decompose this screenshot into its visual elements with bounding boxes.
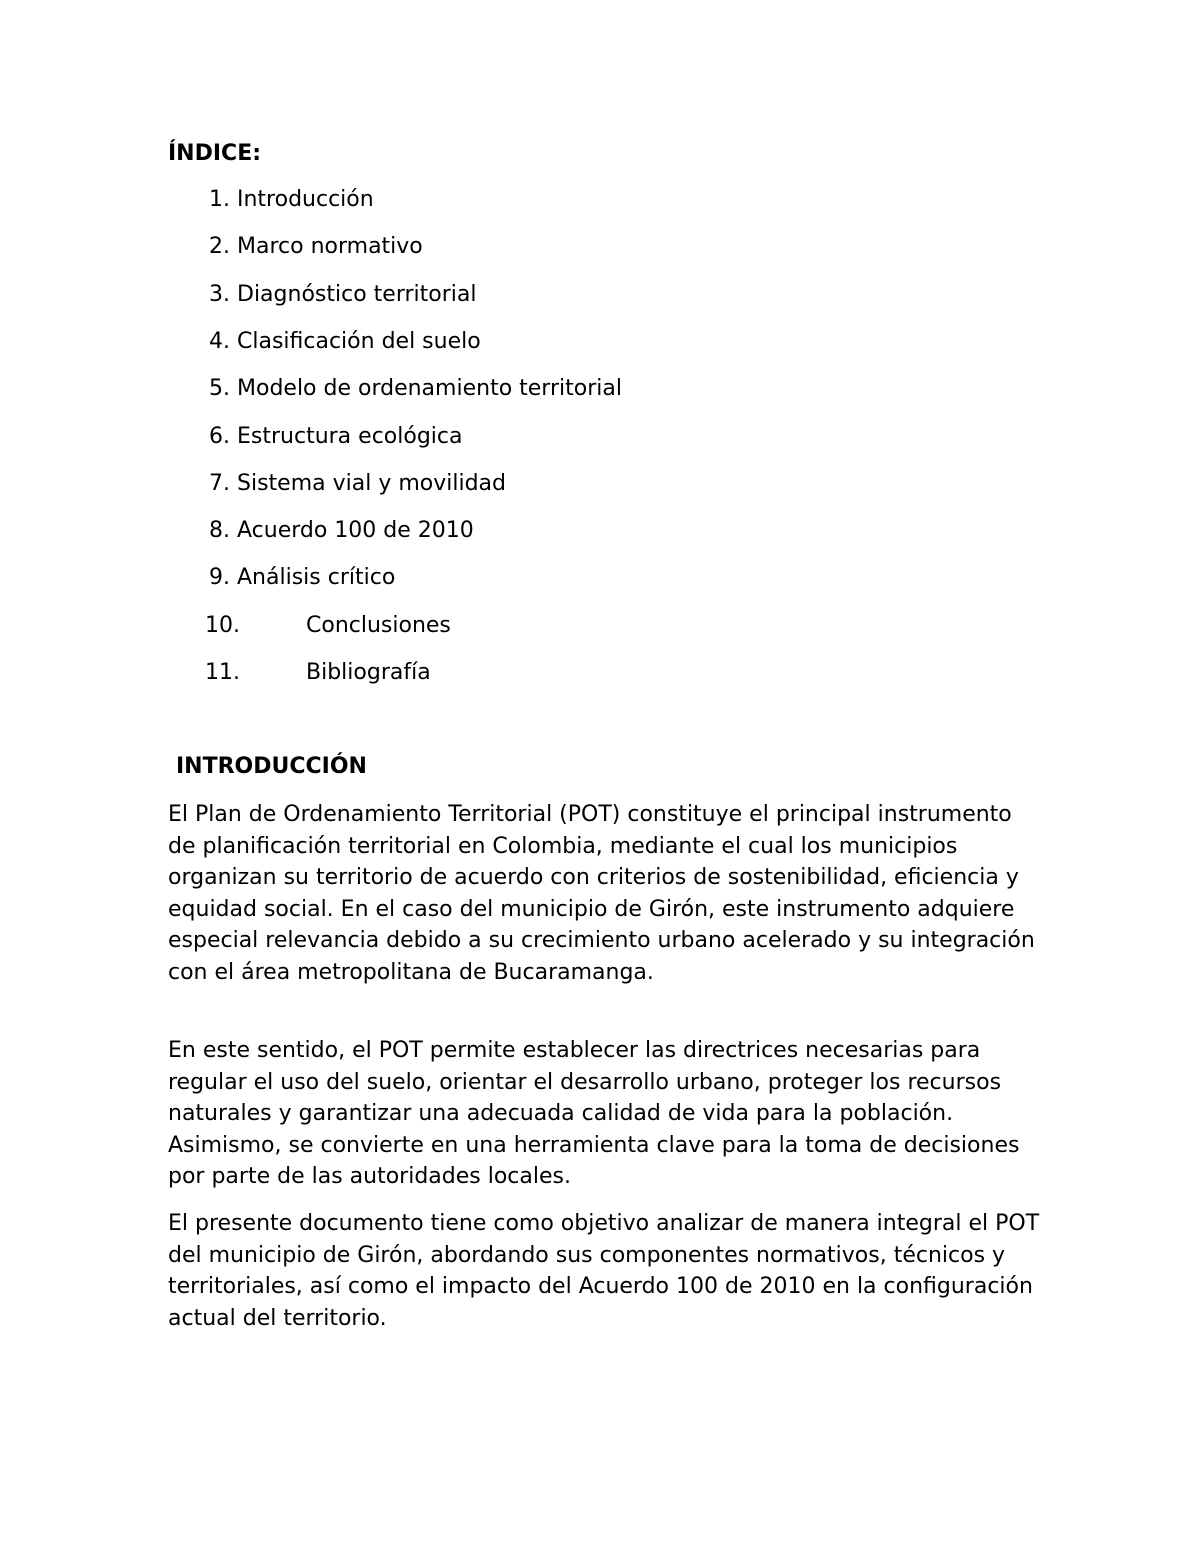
toc-item-label: Acuerdo 100 de 2010 [237, 518, 474, 543]
toc-item-label: Marco normativo [237, 234, 423, 259]
introduction-heading: INTRODUCCIÓN [176, 754, 367, 779]
toc-item-number: 4. [209, 329, 230, 354]
toc-item-label: Introducción [237, 187, 374, 212]
toc-item-number: 2. [209, 234, 230, 259]
toc-item-label: Bibliografía [306, 660, 431, 685]
toc-item-label: Clasificación del suelo [237, 329, 481, 354]
toc-item-number: 9. [209, 565, 230, 590]
toc-item-number: 7. [209, 471, 230, 496]
toc-item-number: 1. [209, 187, 230, 212]
toc-item-label: Modelo de ordenamiento territorial [237, 376, 622, 401]
toc-item-number: 10. [205, 613, 240, 638]
toc-item-label: Estructura ecológica [237, 424, 463, 449]
toc-item-label: Diagnóstico territorial [237, 282, 477, 307]
introduction-paragraph: El presente documento tiene como objetivo analizar de manera integral el POT del municipio de Girón, abordando sus componentes normativos, técnicos y territoriales, así como el impacto del Acuerdo 100 de 2010 en la configuración actual del territorio. [168, 1211, 1040, 1331]
toc-item-number: 8. [209, 518, 230, 543]
toc-item-label: Sistema vial y movilidad [237, 471, 506, 496]
index-heading: ÍNDICE: [168, 141, 262, 166]
introduction-paragraph: En este sentido, el POT permite establecer las directrices necesarias para regular el uso del suelo, orientar el desarrollo urbano, proteger los recursos naturales y garantizar una adecuada calidad de vida para la población. Asimismo, se convierte en una herramienta clave para la toma de decisiones por parte de las autoridades locales. [168, 1038, 1020, 1190]
toc-item-number: 5. [209, 376, 230, 401]
toc-item-number: 6. [209, 424, 230, 449]
toc-item-number: 3. [209, 282, 230, 307]
toc-item-number: 11. [205, 660, 240, 685]
toc-item-label: Conclusiones [306, 613, 451, 638]
introduction-paragraph: El Plan de Ordenamiento Territorial (POT) constituye el principal instrumento de planificación territorial en Colombia, mediante el cual los municipios organizan su territorio de acuerdo con criterios de sostenibilidad, eficiencia y equidad social. En el caso del municipio de Girón, este instrumento adquiere especial relevancia debido a su crecimiento urbano acelerado y su integración con el área metropolitana de Bucaramanga. [168, 802, 1035, 985]
toc-item-label: Análisis crítico [237, 565, 396, 590]
